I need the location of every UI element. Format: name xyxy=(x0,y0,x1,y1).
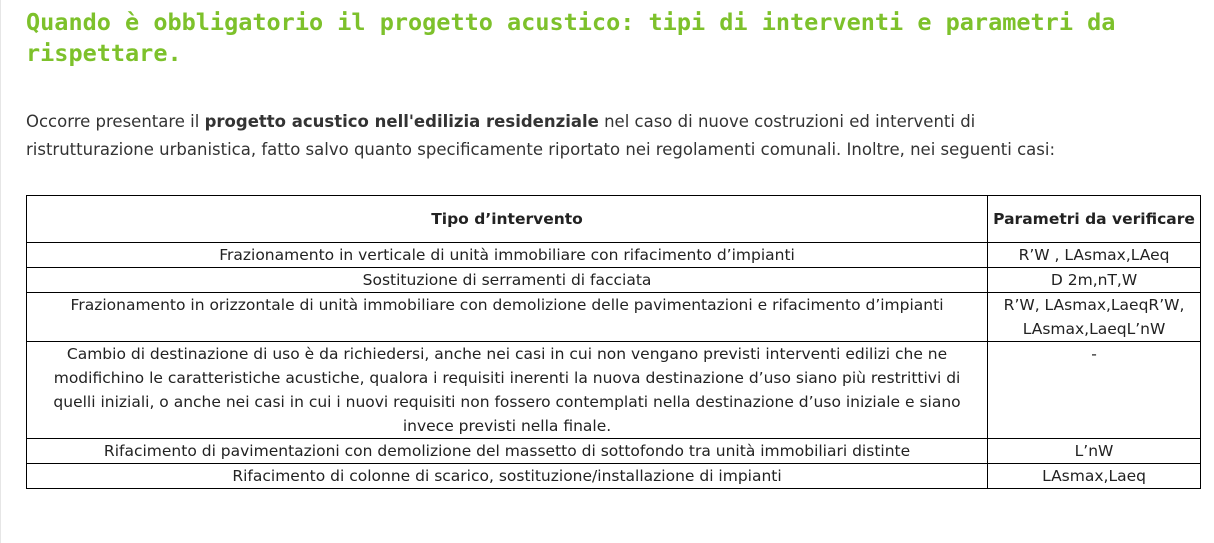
intro-text-end: nel caso di nuove costruzioni ed interventi di xyxy=(598,112,976,131)
page-left-border xyxy=(0,0,1,543)
header-tipo-intervento: Tipo d’intervento xyxy=(27,196,988,243)
table-row xyxy=(27,243,1201,268)
table-row xyxy=(27,464,1201,489)
header-parametri: Parametri da verificare xyxy=(988,196,1201,243)
table-row xyxy=(27,439,1201,464)
table-row xyxy=(27,293,1201,342)
table-header-row xyxy=(27,196,1201,243)
cell-tipo: Rifacimento di colonne di scarico, sostituzione/installazione di impianti xyxy=(27,464,988,489)
cell-tipo: Frazionamento in verticale di unità immobiliare con rifacimento d’impianti xyxy=(27,243,988,268)
cell-parametri: R’W , LAsmax,LAeq xyxy=(988,243,1201,268)
intro-line-2: ristrutturazione urbanistica, fatto salvo quanto specificamente riportato nei regolamenti comunali. Inoltre, nei seguenti casi: xyxy=(26,140,1056,159)
cell-tipo: Rifacimento di pavimentazioni con demolizione del massetto di sottofondo tra unità immobiliari distinte xyxy=(27,439,988,464)
cell-tipo: Sostituzione di serramenti di facciata xyxy=(27,268,988,293)
page-title: Quando è obbligatorio il progetto acustico: tipi di interventi e parametri da rispettare. xyxy=(26,8,1116,67)
table-row xyxy=(27,268,1201,293)
cell-tipo: Cambio di destinazione di uso è da richiedersi, anche nei casi in cui non vengano previsti interventi edilizi che ne modifichino le caratteristiche acustiche, qualora i requisiti inerenti la nuova destinazione d’uso siano più restrittivi di quelli iniziali, o anche nei casi in cui i nuovi requisiti non fossero contemplati nella destinazione d’uso iniziale e siano invece previsti nella finale. xyxy=(27,342,988,439)
cell-tipo: Frazionamento in orizzontale di unità immobiliare con demolizione delle pavimentazioni e rifacimento d’impianti xyxy=(27,293,988,342)
table-row xyxy=(27,342,1201,439)
cell-parametri: LAsmax,Laeq xyxy=(988,464,1201,489)
cell-parametri: D 2m,nT,W xyxy=(988,268,1201,293)
interventions-table xyxy=(26,195,1201,489)
cell-parametri: L’nW xyxy=(988,439,1201,464)
intro-bold-link: progetto acustico nell'edilizia residenziale xyxy=(204,112,599,131)
cell-parametri: - xyxy=(988,342,1201,439)
intro-paragraph xyxy=(26,108,1206,164)
cell-parametri: R’W, LAsmax,LaeqR’W, LAsmax,LaeqL’nW xyxy=(988,293,1201,342)
intro-text-start: Occorre presentare il xyxy=(26,112,205,131)
intro-line-1 xyxy=(26,108,1206,136)
